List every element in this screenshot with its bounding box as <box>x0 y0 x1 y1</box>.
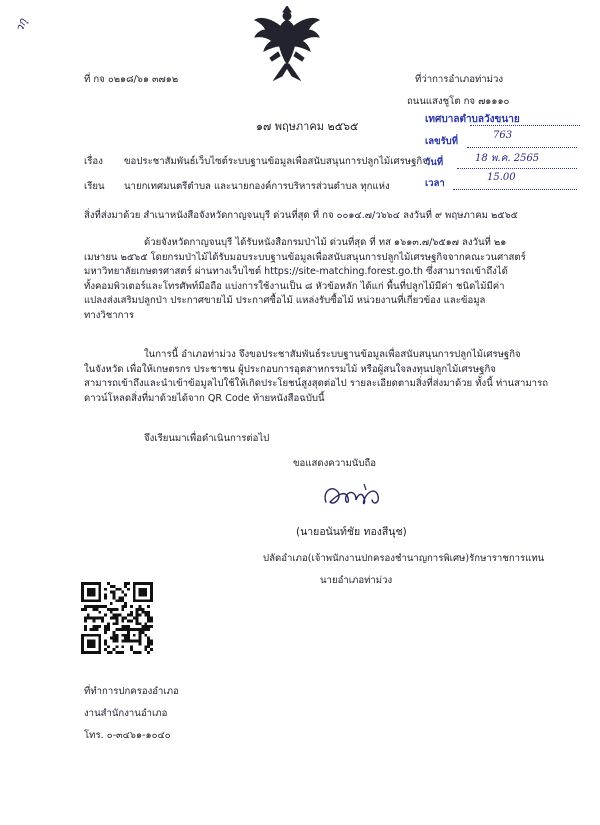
reference-number: ที่ กจ ๐๒๑๘/๖๑ ๓๗๑๒ <box>84 74 179 85</box>
paragraph-2-line: สามารถเข้าถึงและนำเข้าข้อมูลไปใช้ให้เกิดประโยชน์สูงสุดต่อไป รายละเอียดตามสิ่งที่ส่งมาด้วย ทั้งนี้ ท่านสามารถ <box>84 378 549 389</box>
paragraph-2-line: ในจังหวัด เพื่อให้เกษตรกร ประชาชน ผู้ประกอบการอุตสาหกรรมไม้ หรือผู้สนใจลงทุนปลูกไม้เศรษฐกิจ <box>84 363 496 375</box>
stamp-label-time: เวลา <box>425 178 445 189</box>
paragraph-1-line: ทั้งคอมพิวเตอร์และโทรศัพท์มือถือ แบ่งการใช้งานเป็น ๘ หัวข้อหลัก ได้แก่ พื้นที่ปลูกไม้มีค่า ชนิดไม้มีค่า <box>84 280 505 292</box>
paragraph-1-line: ด้วยจังหวัดกาญจนบุรี ได้รับหนังสือกรมป่าไม้ ด่วนที่สุด ที่ ทส ๑๖๑๓.๗/๖๕๑๗ ลงวันที่ ๒๑ <box>144 237 507 248</box>
paragraph-2-line: ดาวน์โหลดสิ่งที่มาด้วยได้จาก QR Code ท้ายหนังสือฉบับนี้ <box>84 392 325 404</box>
office-street: ถนนแสงชูโต กจ ๗๑๑๑๐ <box>407 96 510 107</box>
paragraph-2 <box>84 348 574 406</box>
paragraph-2-line: ในการนี้ อำเภอท่าม่วง จึงขอประชาสัมพันธ์ระบบฐานข้อมูลเพื่อสนับสนุนการปลูกไม้เศรษฐกิจ <box>144 349 521 360</box>
qr-code-icon <box>81 582 153 654</box>
stamp-date: 18 พ.ค. 2565 <box>475 153 540 164</box>
closing-request: จึงเรียนมาเพื่อดำเนินการต่อไป <box>144 433 270 444</box>
paragraph-1-line: ทางวิชาการ <box>84 309 135 321</box>
margin-note: วกุ <box>12 16 30 34</box>
signatory-name: (นายอนันท์ชัย ทองสีนุช) <box>296 526 407 538</box>
paragraph-1 <box>84 236 574 323</box>
document-date: ๑๗ พฤษภาคม ๒๕๖๕ <box>256 120 359 133</box>
footer-department: งานสำนักงานอำเภอ <box>84 708 168 719</box>
enclosure: สิ่งที่ส่งมาด้วย สำเนาหนังสือจังหวัดกาญจนบุรี ด่วนที่สุด ที่ กจ ๐๐๑๔.๗/ว๖๖๔ ลงวันที่ ๙ พฤษภาคม ๒๕๖๕ <box>84 210 518 221</box>
paragraph-1-line: แปลงส่งเสริมปลูกป่า ประกาศขายไม้ ประกาศซื้อไม้ แหล่งรับซื้อไม้ หน่วยงานที่เกี่ยวข้อง และข้อมูล <box>84 295 486 306</box>
footer-phone: โทร. ๐-๓๔๖๑-๑๐๔๐ <box>84 730 171 741</box>
signatory-position: ปลัดอำเภอ(เจ้าพนักงานปกครองชำนาญการพิเศษ)รักษาราชการแทน <box>263 553 545 564</box>
garuda-emblem-icon <box>252 6 322 82</box>
stamp-label-receipt-no: เลขรับที่ <box>425 136 458 147</box>
subject-label: เรื่อง <box>84 156 103 167</box>
paragraph-1-line: เมษายน ๒๕๖๕ โดยกรมป่าไม้ได้รับมอบระบบฐานข้อมูลเพื่อสนับสนุนการปลูกไม้เศรษฐกิจจากคณะวนศาสตร์ <box>84 251 526 263</box>
stamp-time: 15.00 <box>487 172 516 183</box>
paragraph-1-line: มหาวิทยาลัยเกษตรศาสตร์ ผ่านทางเว็บไซต์ https://site-matching.forest.go.th ซึ่งสามารถเข้าถึงได้ <box>84 266 508 277</box>
recipient-text: นายกเทศมนตรีตำบล และนายกองค์การบริหารส่วนตำบล ทุกแห่ง <box>124 181 390 192</box>
subject-text: ขอประชาสัมพันธ์เว็บไซต์ระบบฐานข้อมูลเพื่อสนับสนุนการปลูกไม้เศรษฐกิจ <box>124 156 428 167</box>
signatory-title: นายอำเภอท่าม่วง <box>320 575 393 586</box>
receipt-stamp <box>425 112 585 192</box>
signature-icon <box>318 480 388 514</box>
stamp-receipt-no: 763 <box>493 130 513 141</box>
valediction: ขอแสดงความนับถือ <box>293 458 377 469</box>
stamp-organization: เทศบาลตำบลวังขนาย <box>425 114 520 125</box>
footer-office: ที่ทำการปกครองอำเภอ <box>84 686 179 697</box>
stamp-label-date: วันที่ <box>425 157 444 168</box>
recipient-label: เรียน <box>84 181 105 192</box>
office-name: ที่ว่าการอำเภอท่าม่วง <box>415 74 504 85</box>
